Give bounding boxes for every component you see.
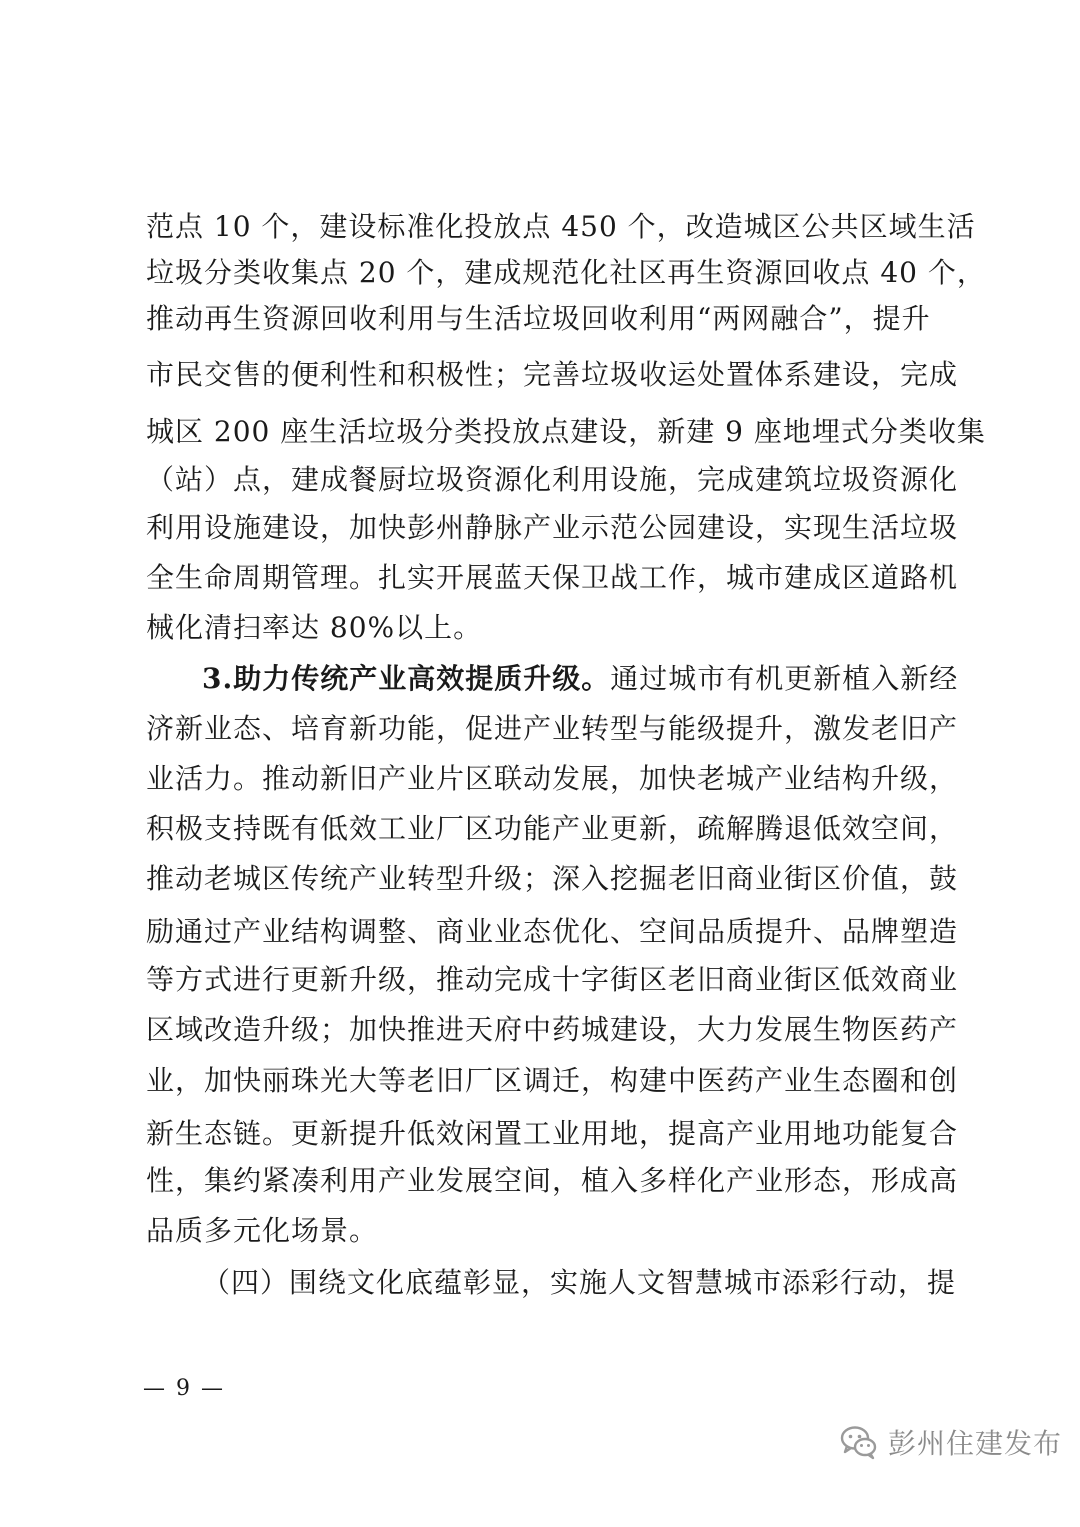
text-line: 市民交售的便利性和积极性；完善垃圾收运处置体系建设，完成 <box>146 358 959 391</box>
watermark-text: 彭州住建发布 <box>888 1427 1063 1460</box>
text-line: 新生态链。更新提升低效闲置工业用地，提高产业用地功能复合 <box>146 1117 959 1150</box>
wechat-icon <box>838 1421 880 1463</box>
text-line: 等方式进行更新升级，推动完成十字街区老旧商业街区低效商业 <box>146 963 959 996</box>
text-line: 区域改造升级；加快推进天府中药城建设，大力发展生物医药产 <box>146 1013 959 1046</box>
text-line: （站）点，建成餐厨垃圾资源化利用设施，完成建筑垃圾资源化 <box>146 463 959 496</box>
text-line: 济新业态、培育新功能，促进产业转型与能级提升，激发老旧产 <box>146 712 959 745</box>
text-line: 业活力。推动新旧产业片区联动发展，加快老城产业结构升级， <box>146 762 959 795</box>
text-line: 全生命周期管理。扎实开展蓝天保卫战工作，城市建成区道路机 <box>146 561 959 594</box>
text-line: 性，集约紧凑利用产业发展空间，植入多样化产业形态，形成高 <box>146 1164 959 1197</box>
text-line: 城区 200 座生活垃圾分类投放点建设，新建 9 座地埋式分类收集 <box>146 415 986 448</box>
text-line: 垃圾分类收集点 20 个，建成规范化社区再生资源回收点 40 个， <box>146 256 986 289</box>
section-4-line: （四）围绕文化底蕴彰显，实施人文智慧城市添彩行动，提 <box>202 1266 957 1299</box>
text-line: 励通过产业结构调整、商业业态优化、空间品质提升、品牌塑造 <box>146 915 959 948</box>
text-line: 品质多元化场景。 <box>146 1214 379 1247</box>
wechat-watermark <box>838 1420 1062 1464</box>
page-number: — 9 — <box>143 1376 225 1401</box>
text-line: 业，加快丽珠光大等老旧厂区调迁，构建中医药产业生态圈和创 <box>146 1064 959 1097</box>
text-line: 械化清扫率达 80%以上。 <box>146 611 483 644</box>
text-line: 推动再生资源回收利用与生活垃圾回收利用“两网融合”，提升 <box>146 302 931 335</box>
text-line: 推动老城区传统产业转型升级；深入挖掘老旧商业街区价值，鼓 <box>146 862 959 895</box>
section-3-first-line <box>202 659 959 699</box>
text-line: 利用设施建设，加快彭州静脉产业示范公园建设，实现生活垃圾 <box>146 511 959 544</box>
text-line: 积极支持既有低效工业厂区功能产业更新，疏解腾退低效空间， <box>146 812 959 845</box>
section-3-heading: 3.助力传统产业高效提质升级。 <box>202 662 611 695</box>
text-line: 范点 10 个，建设标准化投放点 450 个，改造城区公共区域生活 <box>146 210 976 243</box>
section-3-first-line-rest: 通过城市有机更新植入新经 <box>610 662 959 695</box>
